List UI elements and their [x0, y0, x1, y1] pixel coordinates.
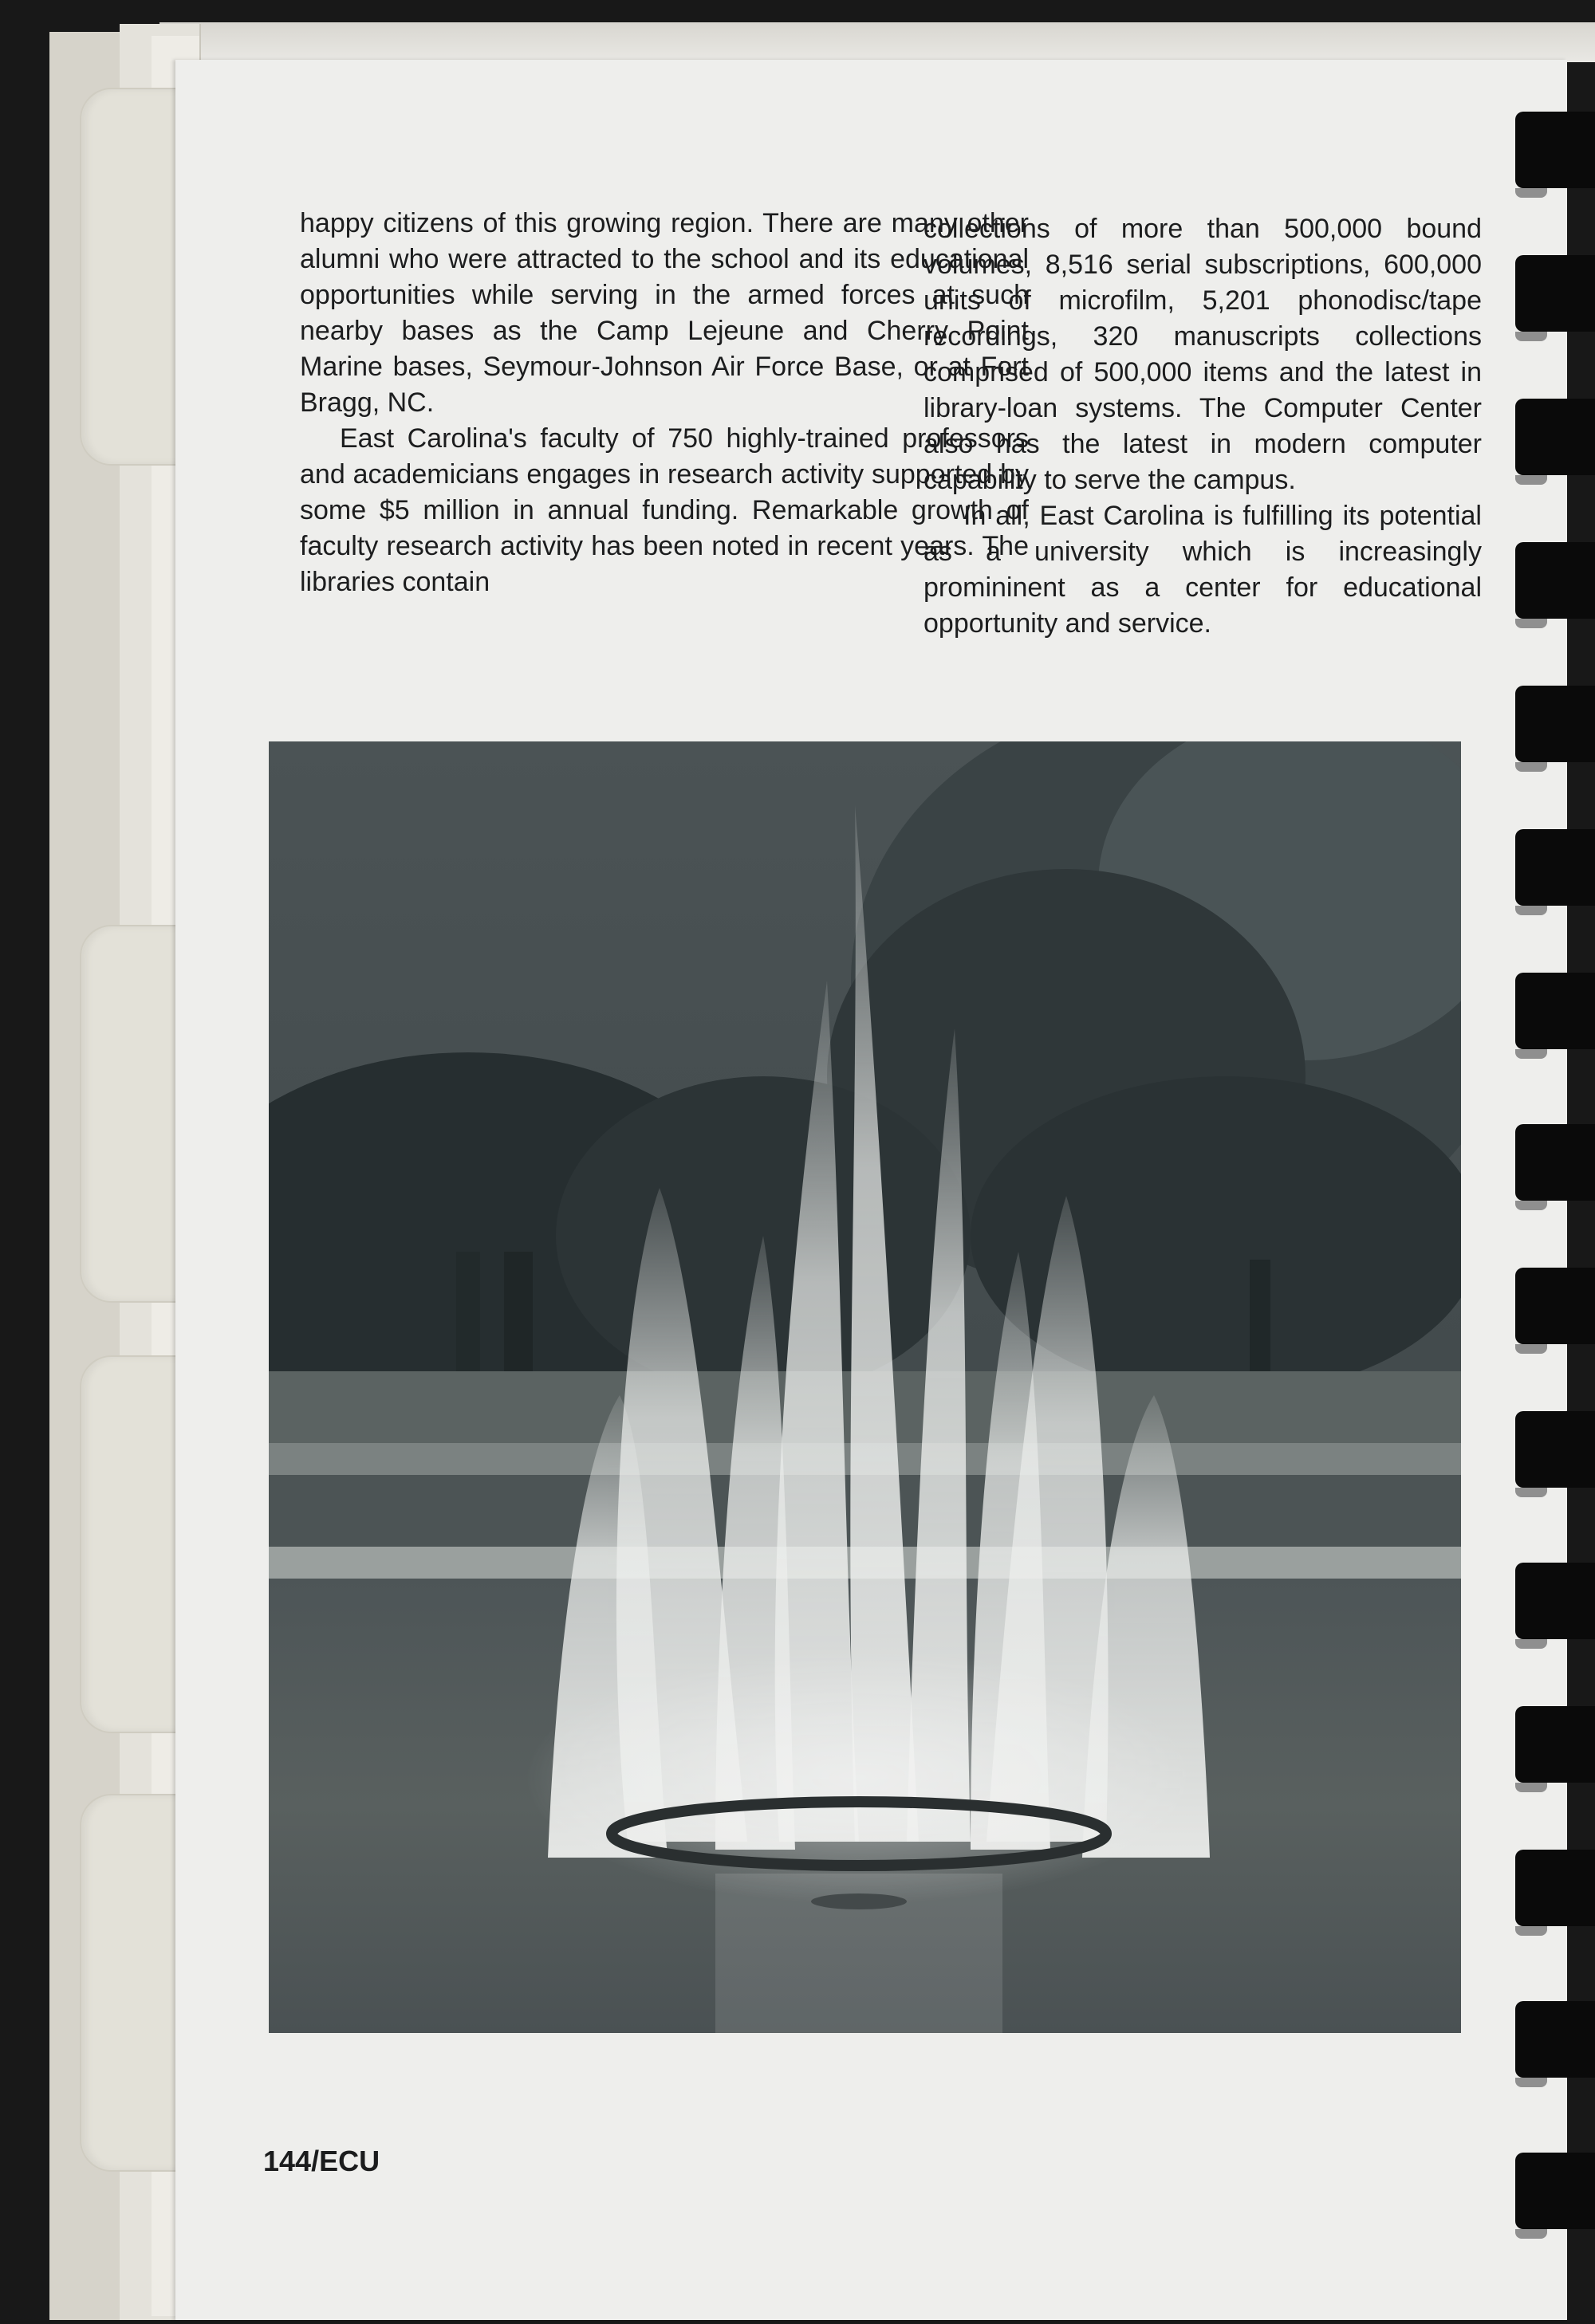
paragraph: happy citizens of this growing region. There are many other alumni who were attracted to the school and its educational opportunities while serving in the armed forces at such nearby bases as the Camp Lejeune and Cherry Point Marine bases, Seymour-Johnson Air Force Base, or at Fort Bragg, NC. [300, 208, 1029, 418]
page-stack-top-edge [160, 22, 1595, 62]
spiral-binding-coil [1515, 542, 1595, 619]
text-column-left [300, 206, 1029, 600]
paragraph: collections of more than 500,000 bound volumes, 8,516 serial subscriptions, 600,000 units of microfilm, 5,201 phonodisc/tape recordings, 320 manuscripts collections comprised of 500,000 items and the latest in library-loan systems. The Computer Center also has the latest in modern computer capability to serve the campus. [924, 214, 1482, 495]
index-tab [80, 1355, 187, 1733]
spiral-binding-coil [1515, 1706, 1595, 1783]
spiral-binding-coil [1515, 255, 1595, 332]
fountain-photo [269, 741, 1461, 2033]
spiral-binding-coil [1515, 829, 1595, 906]
spiral-binding-coil [1515, 399, 1595, 475]
spiral-binding-coil [1515, 2153, 1595, 2229]
spiral-binding-coil [1515, 1411, 1595, 1488]
spiral-binding-coil [1515, 1268, 1595, 1344]
book-page [175, 60, 1567, 2320]
paragraph: In all, East Carolina is fulfilling its potential as a university which is increasingly promininent as a center for educational opportunity and service. [924, 501, 1482, 639]
spiral-binding-coil [1515, 2001, 1595, 2078]
index-tab [80, 88, 187, 466]
page-number: 144/ECU [263, 2145, 380, 2177]
spiral-binding-coil [1515, 1563, 1595, 1639]
spiral-binding-coil [1515, 1850, 1595, 1926]
spiral-binding-coil [1515, 1124, 1595, 1201]
spiral-binding-coil [1515, 112, 1595, 188]
index-tab [80, 925, 187, 1303]
index-tab [80, 1794, 187, 2172]
spiral-binding-coil [1515, 973, 1595, 1049]
text-column-right [924, 211, 1482, 642]
paragraph: East Carolina's faculty of 750 highly-trained professors and academicians engages in research activity supported by some $5 million in annual funding. Remarkable growth of faculty research activity has been noted in recent years. The libraries contain [300, 423, 1029, 597]
spiral-binding-coil [1515, 686, 1595, 762]
